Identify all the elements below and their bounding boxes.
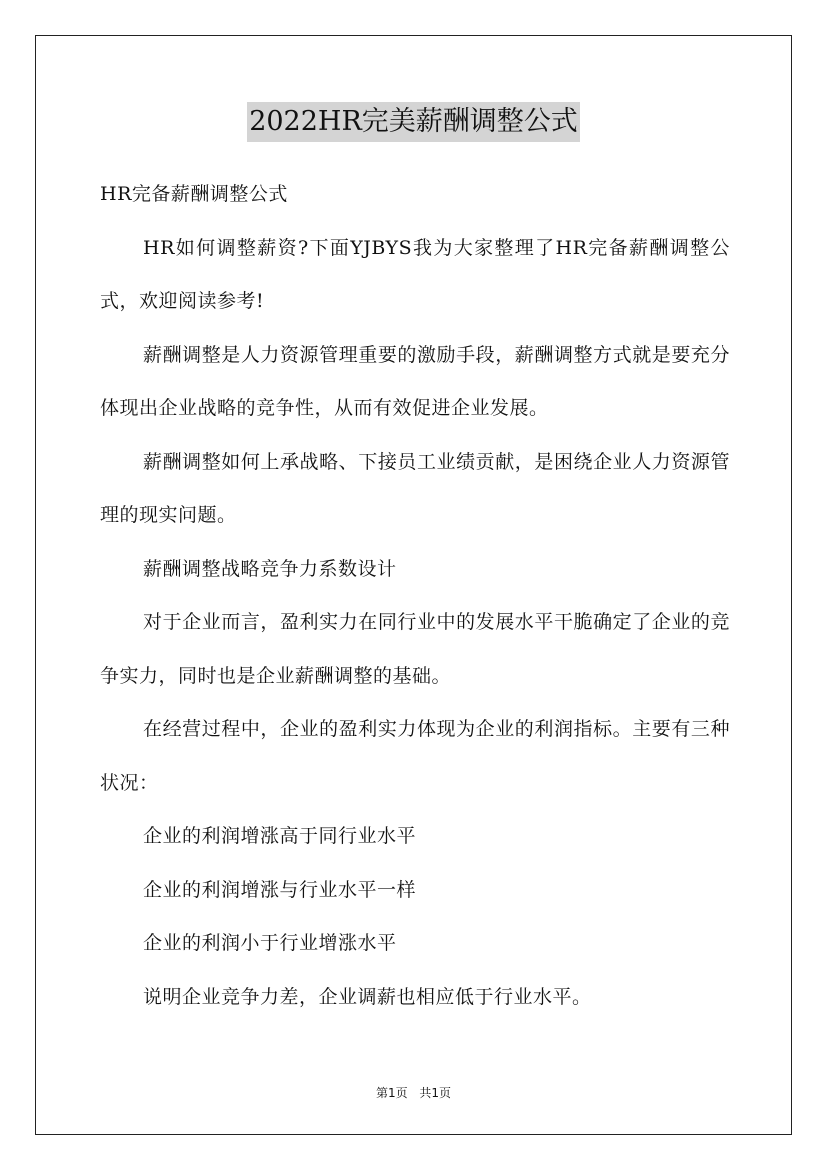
- document-body: [100, 168, 730, 1024]
- document-title-text: 2022HR完美薪酬调整公式: [247, 102, 580, 142]
- list-item: 企业的利润增涨高于同行业水平: [143, 825, 417, 847]
- paragraph: 对于企业而言，盈利实力在同行业中的发展水平干脆确定了企业的竞争实力，同时也是企业薪酬调整的基础。: [100, 611, 730, 687]
- page-total: 共1页: [419, 1086, 452, 1100]
- page-number: 第1页: [375, 1086, 408, 1100]
- paragraph-intro: HR如何调整薪资?下面YJBYS我为大家整理了HR完备薪酬调整公式，欢迎阅读参考!: [100, 236, 730, 312]
- paragraph: 在经营过程中，企业的盈利实力体现为企业的利润指标。主要有三种状况：: [100, 718, 730, 794]
- list-item: 企业的利润增涨与行业水平一样: [143, 878, 417, 901]
- paragraph-subtitle: HR完备薪酬调整公式: [100, 183, 288, 205]
- paragraph: 薪酬调整是人力资源管理重要的激励手段，薪酬调整方式就是要充分体现出企业战略的竞争性，从而有效促进企业发展。: [100, 343, 730, 419]
- list-item: 企业的利润小于行业增涨水平: [143, 932, 397, 954]
- document-title: [0, 100, 827, 142]
- page-footer: [0, 1084, 827, 1101]
- section-heading: 薪酬调整战略竞争力系数设计: [143, 557, 397, 580]
- paragraph: 薪酬调整如何上承战略、下接员工业绩贡献，是困绕企业人力资源管理的现实问题。: [100, 450, 730, 526]
- paragraph: 说明企业竞争力差，企业调薪也相应低于行业水平。: [143, 985, 592, 1008]
